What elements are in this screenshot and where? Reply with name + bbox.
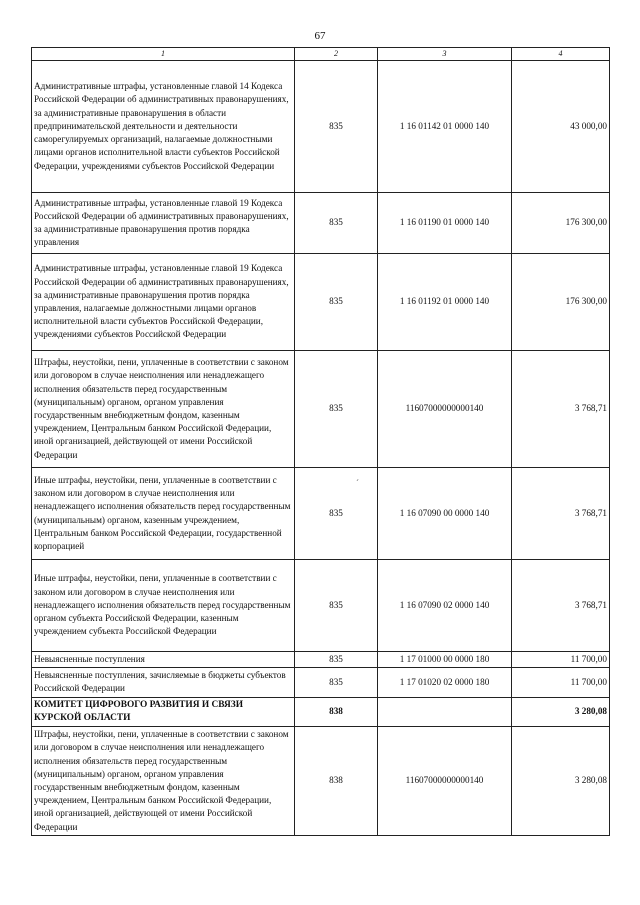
- amount-cell: 3 280,08: [512, 697, 610, 726]
- administrator-code-cell: 838: [295, 697, 378, 726]
- table-row: [32, 668, 610, 697]
- revenue-name-cell: Невыясненные поступления: [32, 652, 295, 668]
- administrator-code-cell: 835: [295, 652, 378, 668]
- revenue-name-cell: Штрафы, неустойки, пени, уплаченные в соответствии с законом или договором в случае неисполнения или ненадлежащего исполнения обязательств перед государственным (муниципальным) органом, органом управления государственным внебюджетным фондом, казенным учреждением, Центральным банком Российской Федерации, иной организацией, действующей от имени Российской Федерации: [32, 727, 295, 836]
- revenue-name-cell: Иные штрафы, неустойки, пени, уплаченные в соответствии с законом или договором в случае неисполнения или ненадлежащего исполнения обязательств перед государственным (муниципальным) органом, казенным учреждением, Центральным банком Российской Федерации, государственной корпорацией: [32, 468, 295, 560]
- table-row: [32, 254, 610, 351]
- column-number: 3: [378, 48, 512, 61]
- revenue-name-cell: Административные штрафы, установленные главой 19 Кодекса Российской Федерации об административных правонарушениях, за административные правонарушения против порядка управления, налагаемые должностными лицами органов исполнительной власти субъектов Российской Федерации, учреждениями субъектов Российской Федерации: [32, 254, 295, 351]
- amount-cell: 3 768,71: [512, 351, 610, 468]
- revenue-name-cell: Иные штрафы, неустойки, пени, уплаченные в соответствии с законом или договором в случае неисполнения или ненадлежащего исполнения обязательств перед государственным органом субъекта Российской Федерации, казенным учреждением субъекта Российской Федерации: [32, 560, 295, 652]
- table-row: [32, 652, 610, 668]
- revenue-name-cell: Штрафы, неустойки, пени, уплаченные в соответствии с законом или договором в случае неисполнения или ненадлежащего исполнения обязательств перед государственным (муниципальным) органом, органом управления государственным внебюджетным фондом, казенным учреждением, Центральным банком Российской Федерации, иной организацией, действующей от имени Российской Федерации: [32, 351, 295, 468]
- revenue-name-cell: Административные штрафы, установленные главой 19 Кодекса Российской Федерации об административных правонарушениях, за административные правонарушения против порядка управления: [32, 193, 295, 254]
- amount-cell: 3 768,71: [512, 468, 610, 560]
- revenue-table: [31, 47, 610, 836]
- administrator-code-cell: 838: [295, 727, 378, 836]
- amount-cell: 11 700,00: [512, 652, 610, 668]
- table-row: [32, 193, 610, 254]
- table-row: [32, 351, 610, 468]
- amount-cell: 11 700,00: [512, 668, 610, 697]
- column-number: 2: [295, 48, 378, 61]
- budget-classification-code-cell: 1 17 01020 02 0000 180: [378, 668, 512, 697]
- administrator-code-cell: 835: [295, 254, 378, 351]
- administrator-code-cell: 835: [295, 560, 378, 652]
- scan-mark: ´: [356, 478, 359, 488]
- budget-classification-code-cell: 1 16 07090 02 0000 140: [378, 560, 512, 652]
- administrator-code-cell: 835: [295, 468, 378, 560]
- table-row: [32, 560, 610, 652]
- administrator-code-cell: 835: [295, 668, 378, 697]
- column-number-row: [32, 48, 610, 61]
- amount-cell: 3 768,71: [512, 560, 610, 652]
- budget-classification-code-cell: [378, 697, 512, 726]
- revenue-name-cell: Административные штрафы, установленные главой 14 Кодекса Российской Федерации об административных правонарушениях, за административные правонарушения в области предпринимательской деятельности и деятельности саморегулируемых организаций, налагаемые должностными лицами органов исполнительной власти субъектов Российской Федерации, учреждениями субъектов Российской Федерации: [32, 61, 295, 193]
- budget-classification-code-cell: 1 16 01142 01 0000 140: [378, 61, 512, 193]
- amount-cell: 43 000,00: [512, 61, 610, 193]
- table-row: [32, 468, 610, 560]
- revenue-name-cell: Невыясненные поступления, зачисляемые в бюджеты субъектов Российской Федерации: [32, 668, 295, 697]
- administrator-code-cell: 835: [295, 193, 378, 254]
- table-row: [32, 727, 610, 836]
- budget-classification-code-cell: 1 17 01000 00 0000 180: [378, 652, 512, 668]
- column-number: 4: [512, 48, 610, 61]
- page-number: 67: [314, 30, 326, 42]
- budget-classification-code-cell: 1 16 07090 00 0000 140: [378, 468, 512, 560]
- budget-classification-code-cell: 11607000000000140: [378, 727, 512, 836]
- amount-cell: 176 300,00: [512, 193, 610, 254]
- table-row: [32, 697, 610, 726]
- column-number: 1: [32, 48, 295, 61]
- budget-classification-code-cell: 11607000000000140: [378, 351, 512, 468]
- amount-cell: 3 280,08: [512, 727, 610, 836]
- administrator-code-cell: 835: [295, 61, 378, 193]
- table-row: [32, 61, 610, 193]
- revenue-name-cell: КОМИТЕТ ЦИФРОВОГО РАЗВИТИЯ И СВЯЗИ КУРСКОЙ ОБЛАСТИ: [32, 697, 295, 726]
- amount-cell: 176 300,00: [512, 254, 610, 351]
- administrator-code-cell: 835: [295, 351, 378, 468]
- budget-classification-code-cell: 1 16 01190 01 0000 140: [378, 193, 512, 254]
- budget-classification-code-cell: 1 16 01192 01 0000 140: [378, 254, 512, 351]
